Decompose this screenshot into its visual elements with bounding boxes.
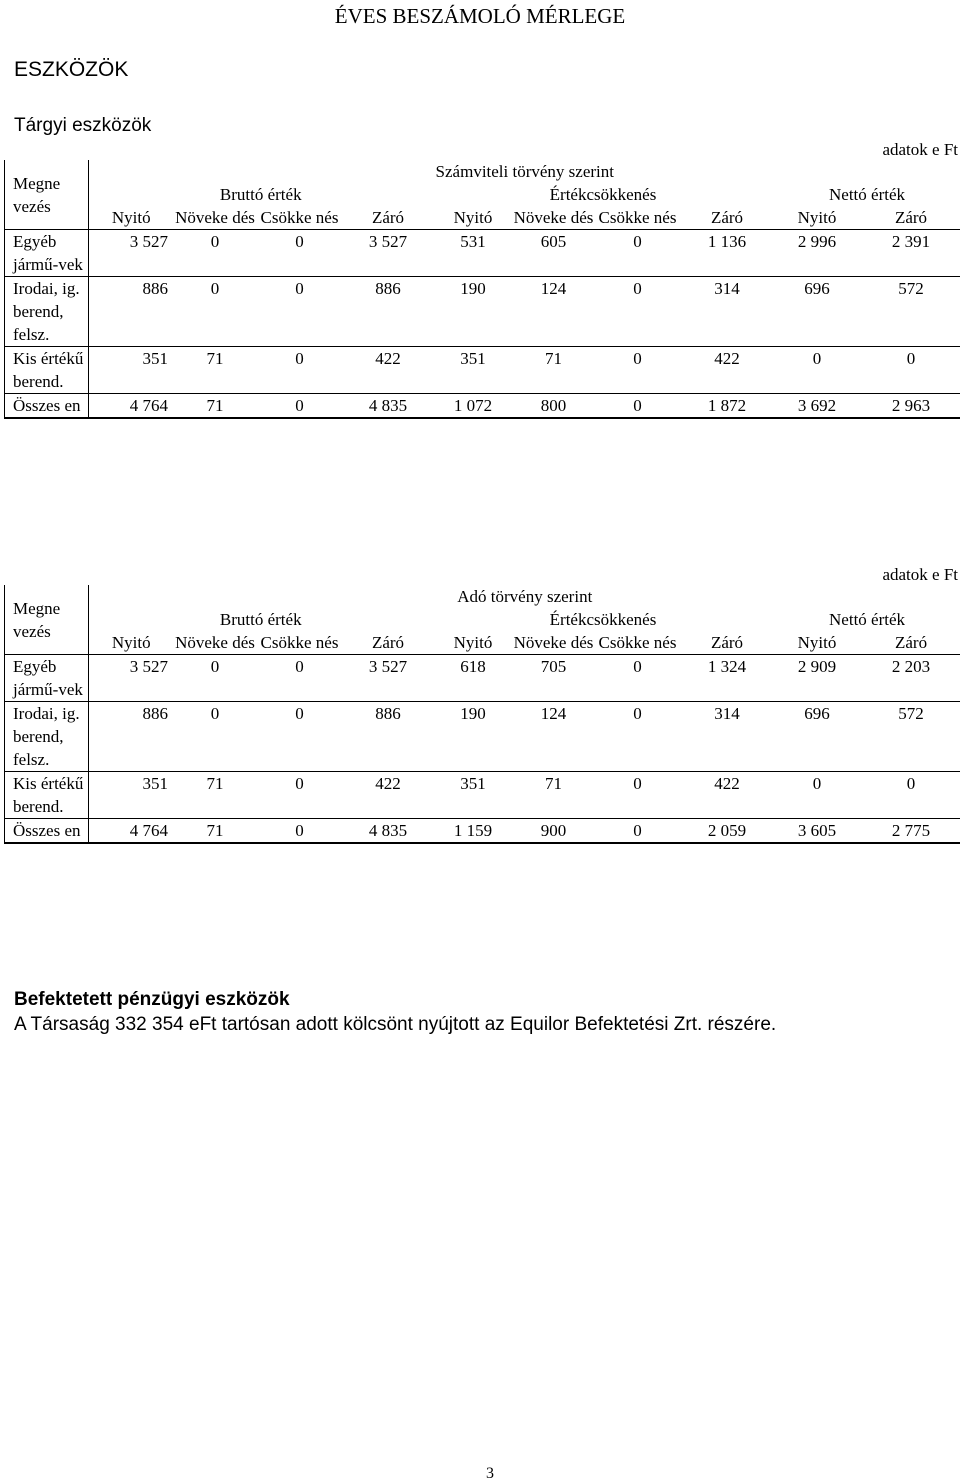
tax-law-table [5,585,960,843]
table-row [5,702,960,772]
table-row [5,277,960,347]
table-row [5,230,960,277]
table-cell: 2 996 [773,230,861,277]
table-cell: 0 [773,347,861,394]
table-row [5,347,960,394]
table-cell: 422 [343,347,433,394]
table-cell: 124 [513,277,594,347]
column-header: Növeke dés [175,633,255,652]
page-title: ÉVES BESZÁMOLÓ MÉRLEGE [334,4,626,28]
table-cell: 0 [256,277,343,347]
table-cell: 2 391 [861,230,960,277]
table-cell: 0 [256,347,343,394]
table-cell: 0 [594,702,681,772]
unit-note: adatok e Ft [882,565,958,584]
table-cell: 618 [433,655,513,702]
table-cell: 4 835 [343,819,433,843]
accounting-table-wrapper [4,160,960,419]
row-label: Egyéb jármű-vek [5,230,88,277]
table-cell: 0 [256,819,343,843]
table-cell: 900 [513,819,594,843]
table-cell: 696 [773,702,861,772]
column-header: Csökke nés [260,208,339,227]
row-label: Egyéb jármű-vek [5,655,88,702]
column-header: Csökke nés [260,633,339,652]
table-cell: 0 [594,347,681,394]
column-group-header: Nettó érték [829,610,906,629]
column-header: Záró [894,633,928,652]
table-cell: 2 963 [861,394,960,418]
row-label: Kis értékű berend. [5,347,88,394]
column-header: Záró [710,208,744,227]
table-cell: 351 [88,347,174,394]
table-cell: 705 [513,655,594,702]
table-cell: 71 [513,347,594,394]
table-cell: 314 [681,277,773,347]
table-cell: 0 [174,655,256,702]
table-cell: 190 [433,702,513,772]
column-group-header: Bruttó érték [219,610,302,629]
column-header: Növeke dés [513,633,594,652]
row-label: Összes en [5,394,88,418]
row-label: Irodai, ig. berend, felsz. [5,277,88,347]
table-cell: 3 692 [773,394,861,418]
table-cell: 0 [256,702,343,772]
table-cell: 0 [174,277,256,347]
column-header: Növeke dés [513,208,594,227]
column-header: Csökke nés [598,633,677,652]
column-header: Záró [371,633,405,652]
table-cell: 2 909 [773,655,861,702]
tax-table-wrapper [4,585,960,844]
page-number: 3 [486,1465,494,1482]
table-cell: 2 059 [681,819,773,843]
row-label: Irodai, ig. berend, felsz. [5,702,88,772]
table-cell: 605 [513,230,594,277]
table-cell: 0 [256,394,343,418]
table-cell: 124 [513,702,594,772]
subsection-heading: Tárgyi eszközök [14,115,152,136]
column-header: Záró [894,208,928,227]
table-cell: 422 [681,347,773,394]
column-group-header: Értékcsökkenés [549,610,657,629]
column-header: Nyitó [111,633,151,652]
column-header: Nyitó [453,633,493,652]
table-cell: 0 [594,819,681,843]
table-cell: 3 605 [773,819,861,843]
table-cell: 4 764 [88,819,174,843]
table-cell: 3 527 [88,655,174,702]
section-heading: ESZKÖZÖK [14,58,129,81]
table-row [5,772,960,819]
table-cell: 2 775 [861,819,960,843]
column-group-header: Bruttó érték [219,185,302,204]
table-cell: 3 527 [343,230,433,277]
table-cell: 190 [433,277,513,347]
table-cell: 886 [343,702,433,772]
table-cell: 0 [256,230,343,277]
table-cell: 314 [681,702,773,772]
column-header: Csökke nés [598,208,677,227]
investments-heading: Befektetett pénzügyi eszközök [14,989,290,1010]
table-cell: 0 [594,277,681,347]
column-header: Nyitó [797,208,837,227]
table-cell: 0 [861,772,960,819]
table-cell: 0 [174,702,256,772]
table-caption: Adó törvény szerint [457,587,593,606]
column-header: Nyitó [453,208,493,227]
investments-paragraph: A Társaság 332 354 eFt tartósan adott kölcsönt nyújtott az Equilor Befektetési Zrt. részére. [14,1014,777,1035]
table-cell: 351 [88,772,174,819]
table-cell: 696 [773,277,861,347]
table-cell: 1 324 [681,655,773,702]
table-cell: 0 [256,655,343,702]
table-cell: 2 203 [861,655,960,702]
table-cell: 71 [174,347,256,394]
table-row [5,655,960,702]
table-cell: 0 [594,772,681,819]
table-cell: 1 072 [433,394,513,418]
table-cell: 422 [681,772,773,819]
table-cell: 422 [343,772,433,819]
row-header-label: Megne vezés [5,585,88,655]
table-cell: 0 [594,655,681,702]
table-cell: 0 [594,394,681,418]
table-cell: 3 527 [88,230,174,277]
unit-note: adatok e Ft [882,140,958,159]
column-header: Záró [371,208,405,227]
table-row [5,394,960,418]
column-header: Nyitó [797,633,837,652]
table-cell: 351 [433,347,513,394]
column-header: Záró [710,633,744,652]
table-cell: 886 [343,277,433,347]
column-header: Növeke dés [175,208,255,227]
table-cell: 1 159 [433,819,513,843]
table-cell: 0 [773,772,861,819]
table-cell: 0 [861,347,960,394]
table-cell: 0 [594,230,681,277]
table-cell: 71 [174,772,256,819]
table-cell: 886 [88,702,174,772]
row-label: Kis értékű berend. [5,772,88,819]
table-cell: 1 136 [681,230,773,277]
table-cell: 4 835 [343,394,433,418]
table-cell: 0 [174,230,256,277]
table-cell: 71 [174,819,256,843]
column-group-header: Értékcsökkenés [549,185,657,204]
table-cell: 886 [88,277,174,347]
table-caption: Számviteli törvény szerint [435,162,614,181]
table-cell: 4 764 [88,394,174,418]
table-cell: 1 872 [681,394,773,418]
column-group-header: Nettó érték [829,185,906,204]
row-header-label: Megne vezés [5,160,88,230]
table-cell: 71 [174,394,256,418]
table-cell: 572 [861,702,960,772]
table-row [5,819,960,843]
row-label: Összes en [5,819,88,843]
table-cell: 71 [513,772,594,819]
table-cell: 800 [513,394,594,418]
table-cell: 572 [861,277,960,347]
table-cell: 531 [433,230,513,277]
table-cell: 351 [433,772,513,819]
accounting-law-table [5,160,960,418]
table-cell: 0 [256,772,343,819]
column-header: Nyitó [111,208,151,227]
table-cell: 3 527 [343,655,433,702]
